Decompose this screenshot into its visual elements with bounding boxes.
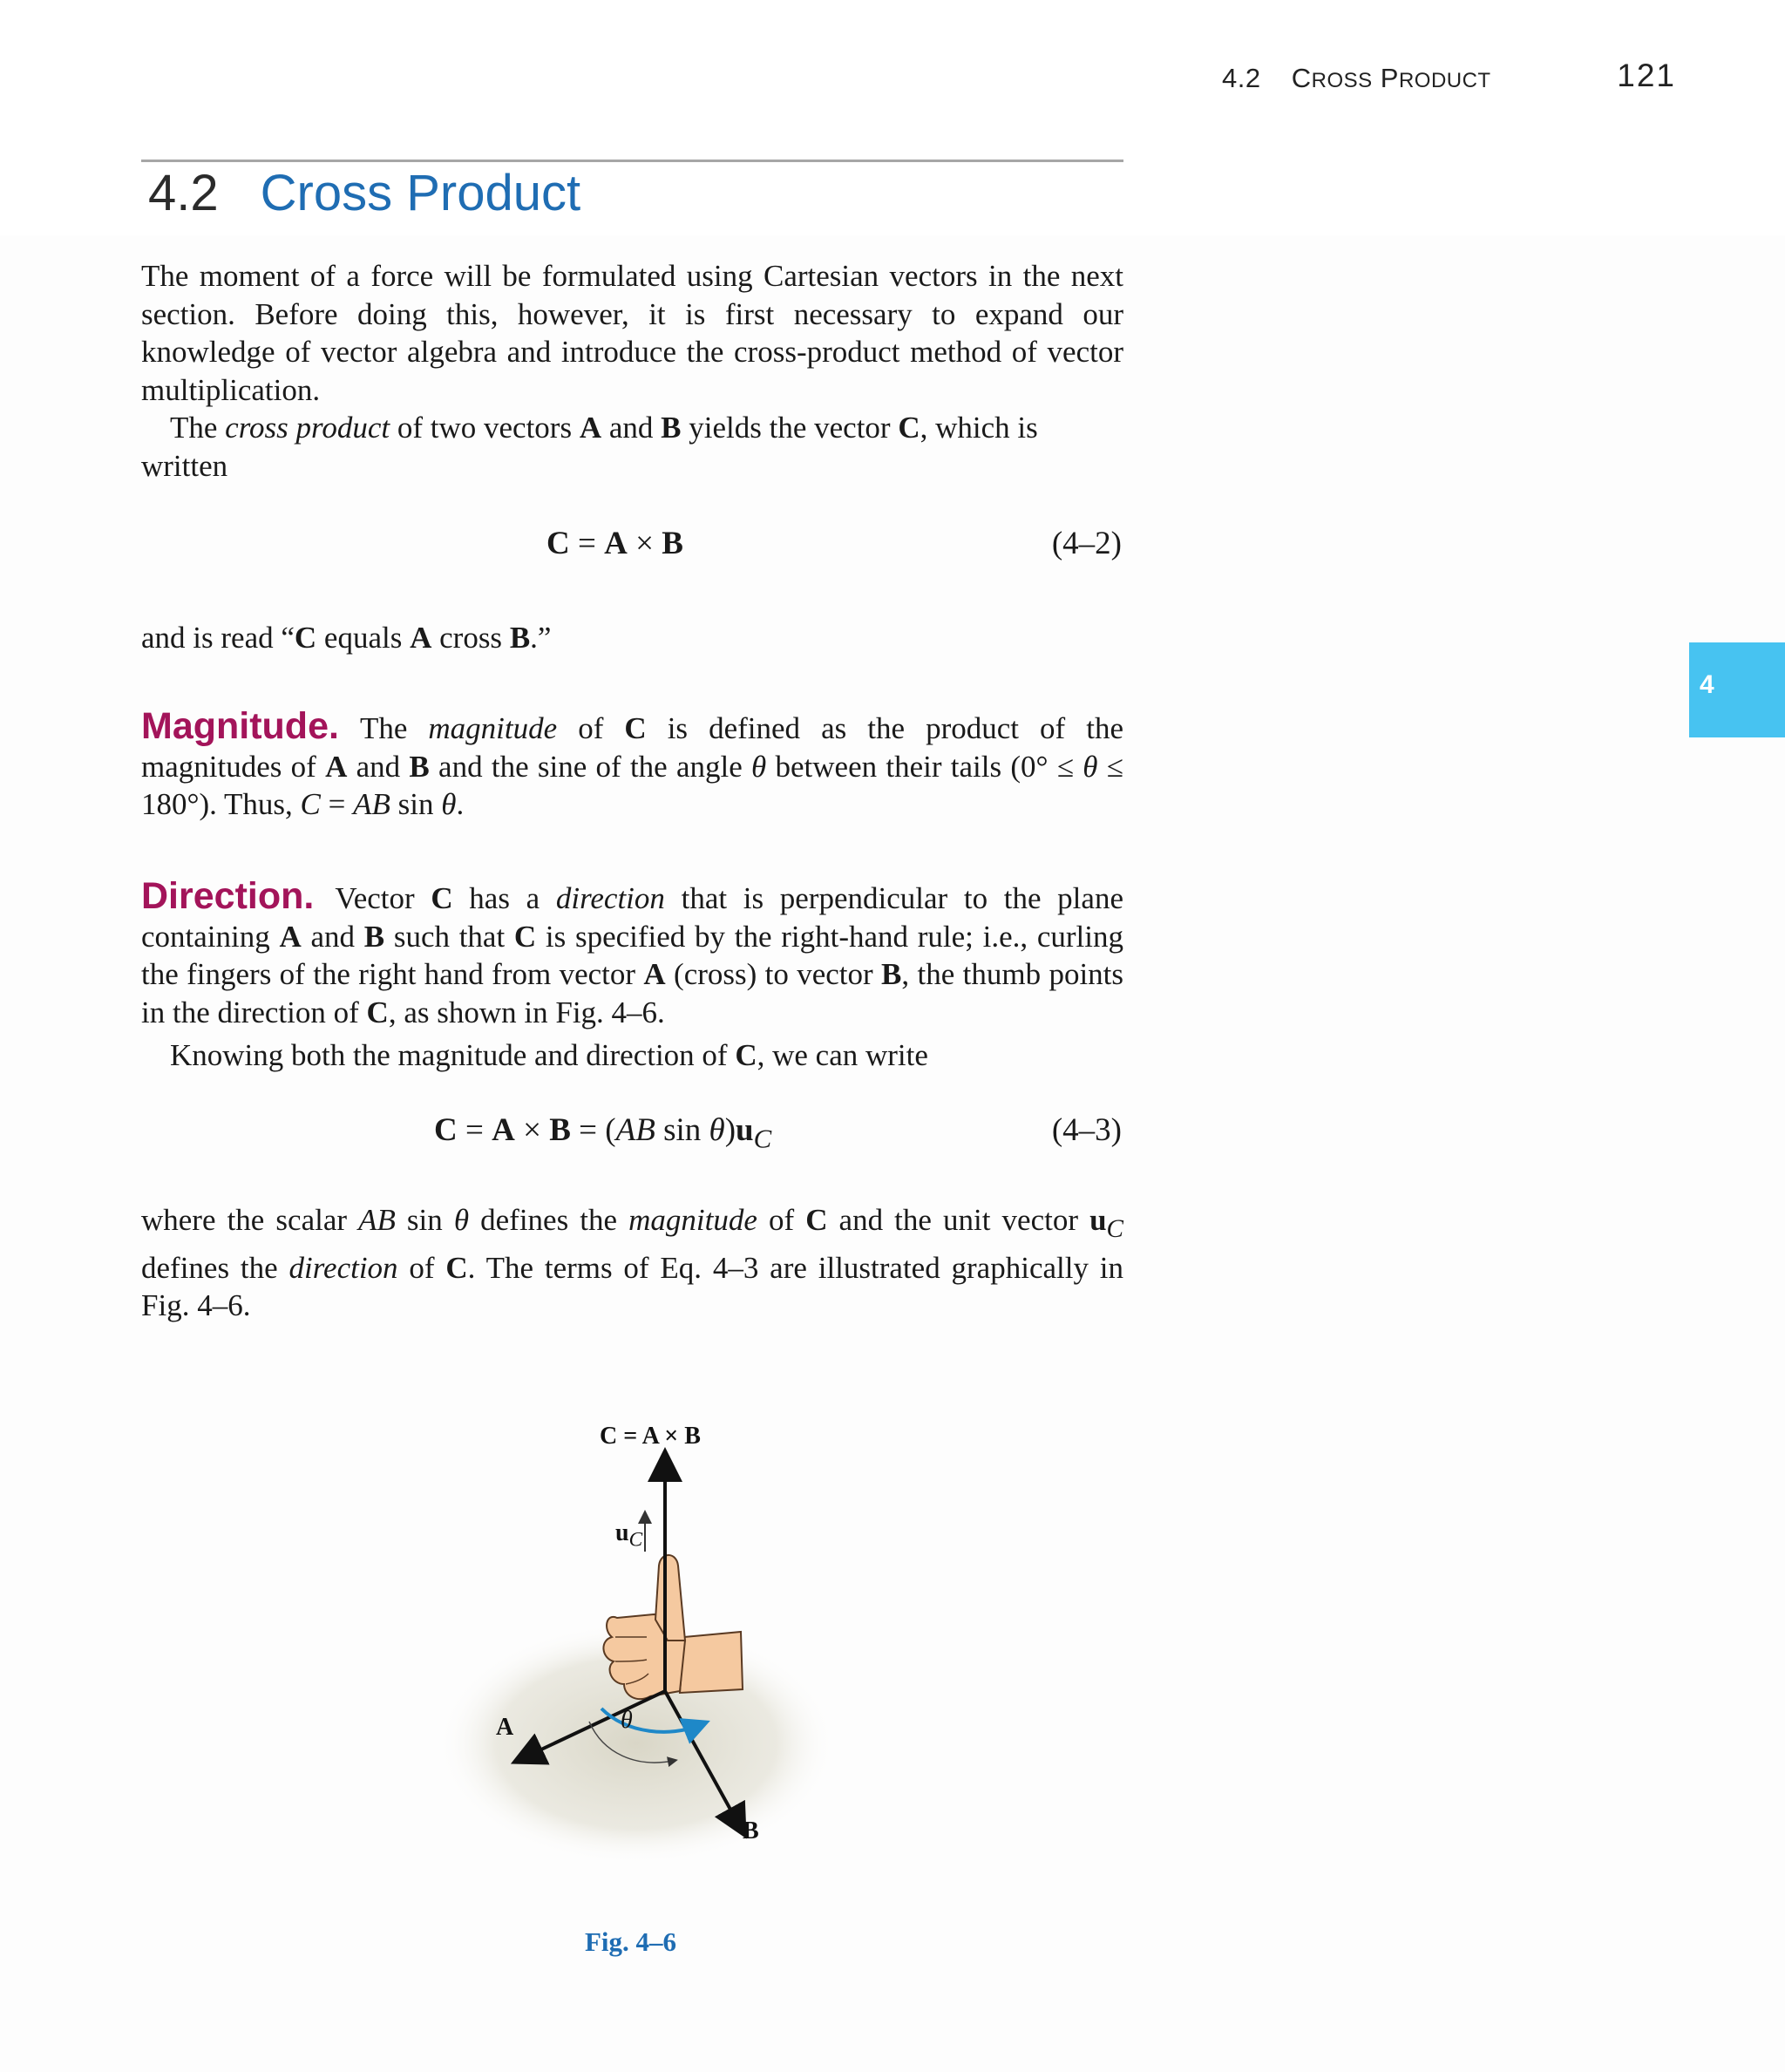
text-run: Knowing both the magnitude and direction of: [170, 1038, 736, 1072]
magnitude-heading: Magnitude.: [141, 705, 339, 747]
vector-c: C: [294, 621, 317, 655]
emphasis-direction: direction: [555, 881, 665, 915]
running-head-title-initial-p: P: [1372, 63, 1399, 93]
running-head-title-initial-c: C: [1291, 63, 1312, 93]
running-head-section-number: 4.2: [1222, 63, 1261, 93]
figure-4-6: [418, 1412, 872, 1953]
emphasis-cross-product: cross product: [225, 411, 390, 445]
text-run: that is perpendicular to the plane containing: [141, 881, 1123, 954]
text-run: and is read “: [141, 621, 295, 655]
scalar-ab: AB: [358, 1203, 396, 1237]
hand-wrist: [680, 1632, 743, 1693]
figure-label-theta: θ: [621, 1707, 633, 1734]
running-head-title-rest-1: ROSS: [1311, 69, 1373, 92]
symbol-theta: θ: [453, 1203, 470, 1237]
text-run: , we can write: [757, 1038, 928, 1072]
text-run: is defined as the product of the magnitudes of: [141, 711, 1123, 784]
text-run: . The terms of Eq. 4–3 are illustrated graphically in Fig. 4–6.: [141, 1250, 1124, 1322]
eq-unit-vector-u: u: [736, 1112, 754, 1148]
vector-c: C: [735, 1038, 757, 1072]
figure-label-c-equals-a-cross-b: C = A × B: [600, 1423, 701, 1450]
where-paragraph: [141, 1201, 1123, 1325]
symbol-theta: θ: [751, 749, 767, 784]
eq-equals: =: [457, 1112, 492, 1148]
unit-vector-subscript: C: [1106, 1215, 1123, 1243]
text-run: equals: [316, 621, 411, 655]
eq-sin: sin: [655, 1112, 709, 1148]
text-run: , the thumb points in the direction of: [141, 957, 1124, 1029]
text-run: and the unit vector: [827, 1203, 1090, 1237]
text-run: between their tails (0° ≤: [766, 749, 1083, 784]
eq-ab: AB: [615, 1112, 655, 1148]
eq-cross: ×: [627, 526, 662, 561]
text-run: has a: [452, 881, 556, 915]
section-heading: [148, 164, 580, 222]
page-number: 121: [1617, 58, 1676, 93]
vector-c: C: [366, 995, 389, 1029]
section-title: Cross Product: [260, 165, 581, 221]
eq-theta: θ: [709, 1112, 725, 1148]
text-run: and: [301, 919, 364, 954]
hand-thumb: [655, 1555, 685, 1641]
vector-c: C: [445, 1250, 468, 1285]
equation-number-4-3: (4–3): [1051, 1112, 1122, 1148]
text-run: cross: [431, 621, 510, 655]
text-run: of: [397, 1250, 446, 1285]
scalar-c: C: [300, 787, 321, 821]
equation-4-2: [546, 525, 683, 562]
eq-b: B: [662, 526, 683, 561]
direction-heading: Direction.: [141, 875, 315, 917]
eq-a: A: [604, 526, 628, 561]
eq-b: B: [549, 1112, 571, 1148]
unit-vector-u: u: [1089, 1203, 1107, 1237]
section-rule: [141, 160, 1123, 162]
eq-a: A: [492, 1112, 515, 1148]
emphasis-magnitude: magnitude: [428, 711, 558, 745]
symbol-theta: θ: [1083, 749, 1098, 784]
eq-lhs-c: C: [434, 1112, 458, 1148]
page-background: [0, 235, 1785, 2072]
emphasis-direction: direction: [288, 1250, 398, 1285]
figure-label-u: u: [615, 1519, 629, 1546]
text-run: =: [320, 787, 354, 821]
running-head-title-rest-2: RODUCT: [1398, 69, 1491, 92]
emphasis-magnitude: magnitude: [628, 1203, 757, 1237]
vector-b: B: [661, 411, 682, 445]
direction-paragraph-2: [141, 1036, 1123, 1075]
vector-a: A: [325, 749, 348, 784]
figure-label-u-subscript: C: [628, 1528, 643, 1552]
figure-caption: Fig. 4–6: [585, 1926, 677, 1957]
vector-c: C: [431, 881, 453, 915]
text-run: (cross) to vector: [665, 957, 882, 991]
vector-b: B: [363, 919, 385, 954]
text-run: and the sine of the angle: [429, 749, 752, 784]
vector-a: A: [410, 621, 432, 655]
eq-equals-open: = (: [570, 1112, 616, 1148]
text-run: of: [757, 1203, 806, 1237]
text-run: sin: [390, 787, 442, 821]
vector-c: C: [805, 1203, 828, 1237]
vector-b: B: [509, 621, 531, 655]
text-run: and: [347, 749, 410, 784]
figure-label-a: A: [496, 1714, 514, 1741]
intro-paragraph-2: [141, 409, 1123, 485]
figure-label-b: B: [743, 1817, 759, 1844]
chapter-tab: [1689, 642, 1785, 737]
read-as-paragraph: [141, 619, 1123, 657]
symbol-theta: θ: [441, 787, 457, 821]
vector-c: C: [624, 711, 647, 745]
text-run: defines the: [469, 1203, 629, 1237]
section-number: 4.2: [148, 165, 219, 221]
equation-number-4-2: (4–2): [1051, 526, 1122, 561]
text-run: .”: [530, 621, 552, 655]
text-run: , which is written: [141, 411, 1038, 483]
eq-lhs-c: C: [546, 526, 570, 561]
vector-b: B: [881, 957, 902, 991]
vector-a: A: [279, 919, 302, 954]
text-run: yields the vector: [681, 411, 899, 445]
text-run: .: [456, 787, 465, 821]
text-run: is specified by the right-hand rule; i.e., curling the fingers of the right hand from vector: [141, 919, 1123, 991]
text-run: , as shown in Fig. 4–6.: [388, 995, 665, 1029]
eq-unit-vector-subscript: C: [753, 1124, 772, 1154]
text-run: Vector: [335, 881, 431, 915]
text-run: sin: [395, 1203, 454, 1237]
chapter-tab-number: 4: [1700, 670, 1714, 699]
eq-cross: ×: [514, 1112, 550, 1148]
text-run: such that: [384, 919, 514, 954]
text-run: of two vectors: [390, 411, 580, 445]
figure-label-uc: [615, 1519, 642, 1552]
text-run: The: [170, 411, 226, 445]
vector-b: B: [409, 749, 430, 784]
scalar-ab: AB: [353, 787, 390, 821]
vector-c: C: [513, 919, 537, 954]
text-run: ≤ 180°). Thus,: [141, 749, 1123, 821]
vector-a: A: [579, 411, 602, 445]
vector-c: C: [898, 411, 920, 445]
text-run: defines the: [141, 1250, 289, 1285]
intro-paragraph-1: [141, 257, 1123, 409]
magnitude-paragraph: [141, 705, 1123, 824]
text-run: of: [557, 711, 625, 745]
eq-close: ): [724, 1112, 736, 1148]
text-run: and: [601, 411, 662, 445]
running-head: [1222, 63, 1491, 94]
eq-equals: =: [569, 526, 605, 561]
equation-4-3: [434, 1111, 771, 1154]
intro-text: The moment of a force will be formulated using Cartesian vectors in the next section. Before doing this, however, it is first necessary to expand our knowledge of vector algebra and introduce the cross-product method of vector multiplication.: [141, 259, 1123, 407]
direction-paragraph: [141, 875, 1124, 1031]
text-run: The: [359, 711, 429, 745]
text-run: where the scalar: [141, 1203, 359, 1237]
vector-a: A: [643, 957, 666, 991]
